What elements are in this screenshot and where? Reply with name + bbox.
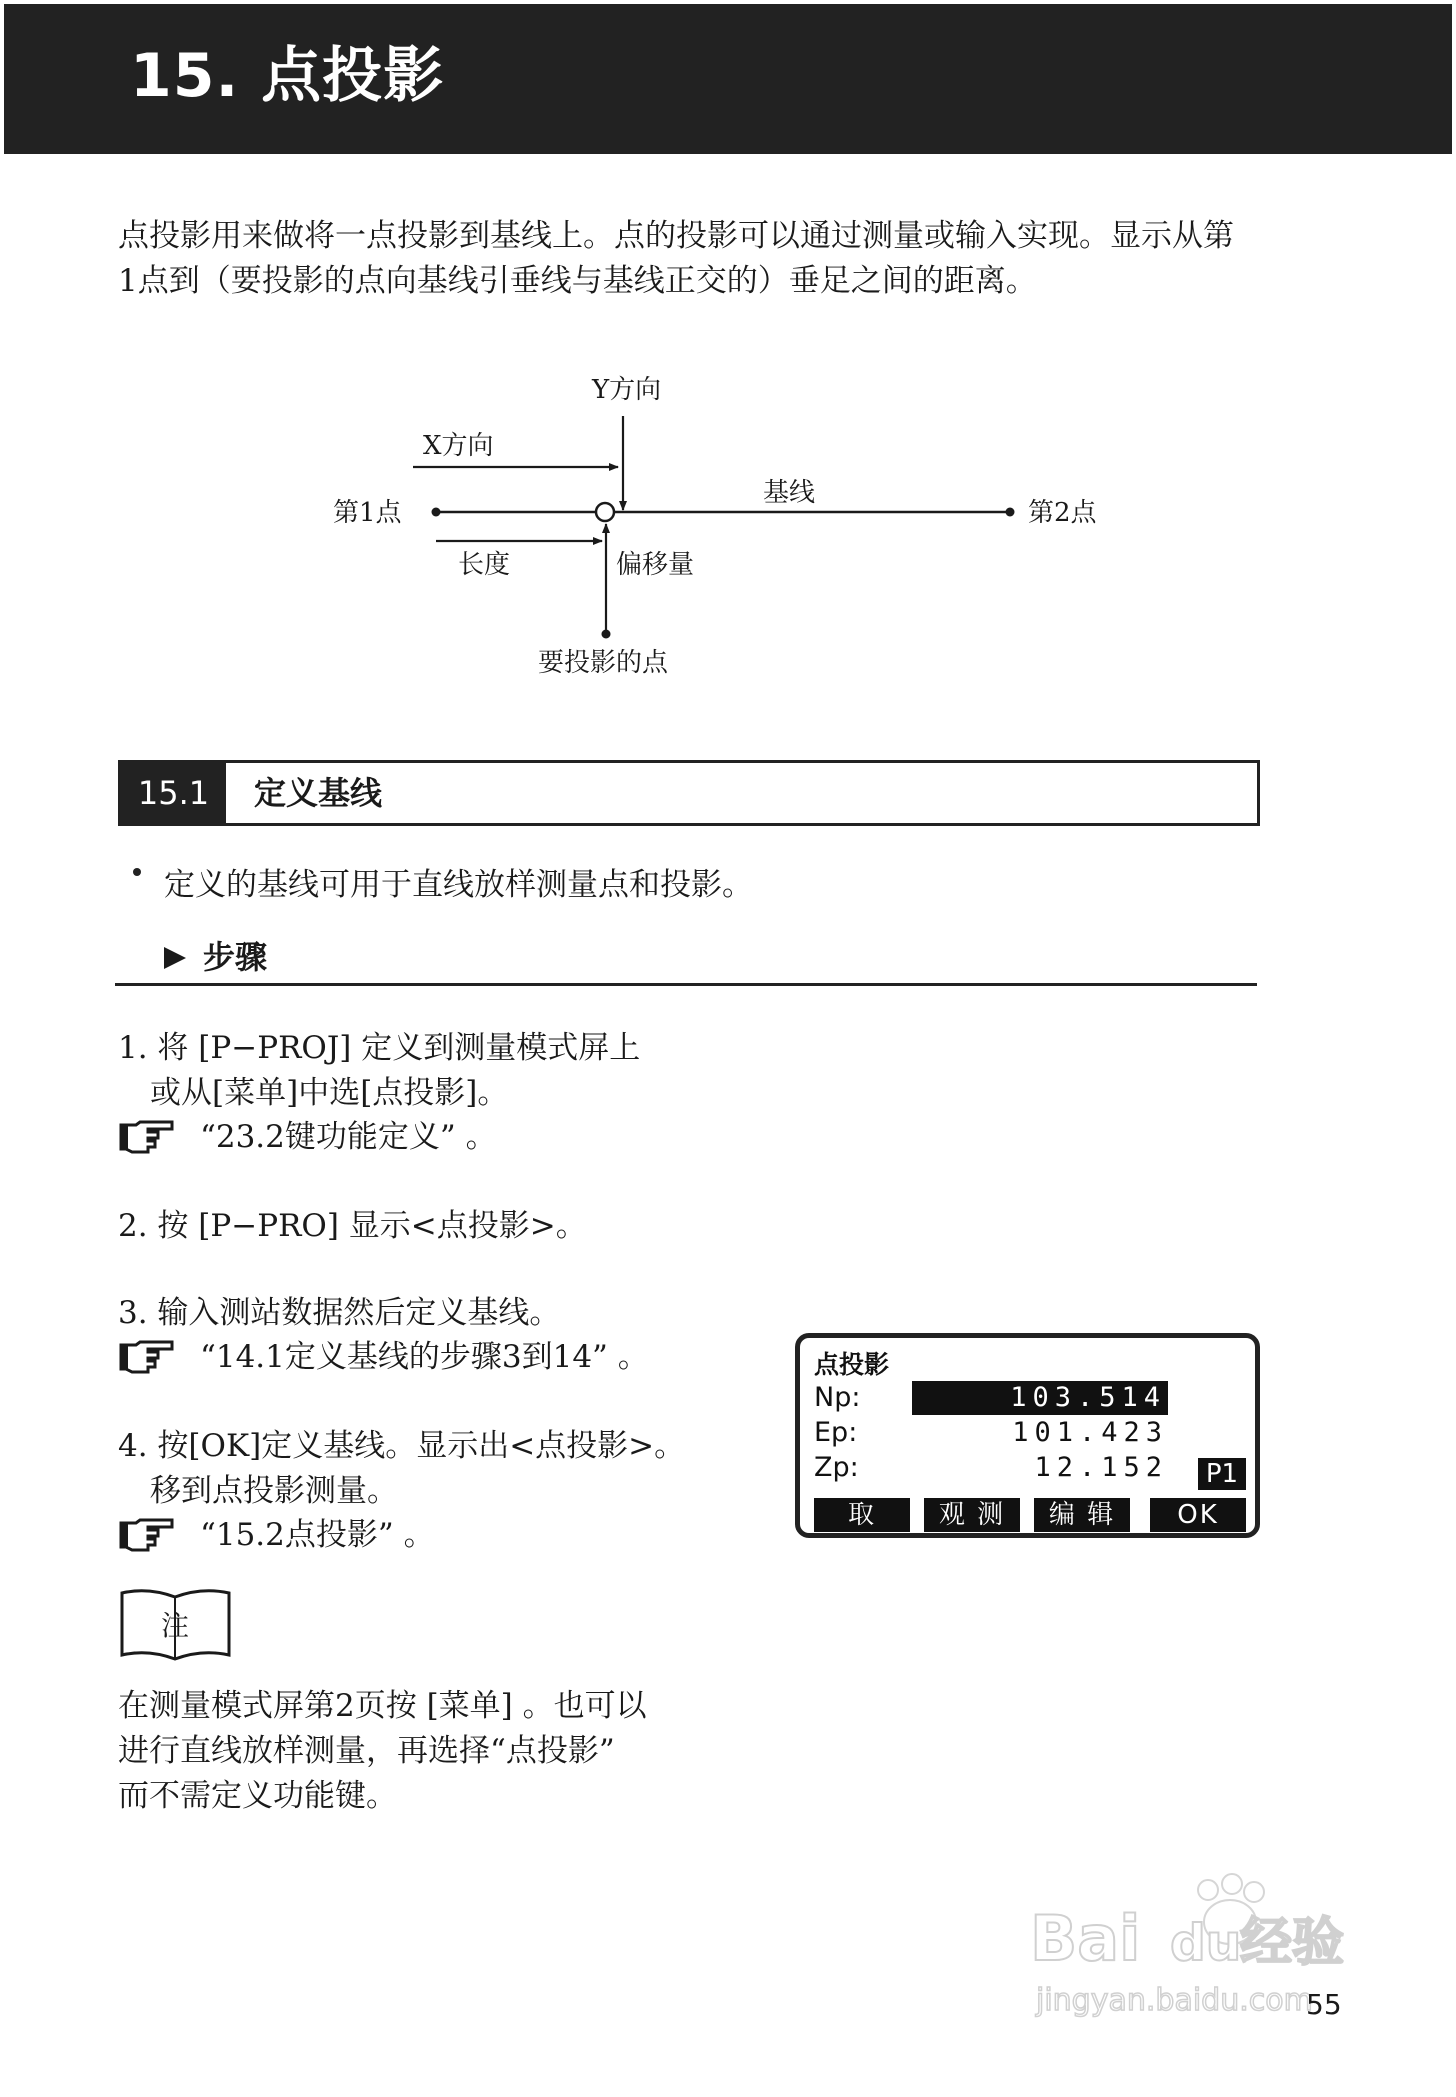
step-4-line-2: 移到点投影测量。 [150, 1473, 398, 1509]
proj-point-label: 要投影的点 [538, 648, 669, 678]
chapter-title: 15. 点投影 [130, 41, 445, 111]
softkey-edit[interactable]: 编 辑 [1034, 1498, 1130, 1532]
watermark-brand: Bai [1030, 1902, 1141, 1975]
intro-line-1: 点投影用来做将一点投影到基线上。点的投影可以通过测量或输入实现。显示从第 [118, 218, 1234, 254]
intro-line-2: 1点到（要投影的点向基线引垂线与基线正交的）垂足之间的距离。 [118, 263, 1037, 299]
steps-rule [115, 983, 1257, 986]
point-projection-diagram [300, 360, 1160, 700]
zp-label: Zp: [814, 1452, 859, 1483]
page-indicator: P1 [1198, 1458, 1246, 1490]
np-label: Np: [814, 1382, 861, 1413]
watermark-brand-2: du [1170, 1914, 1242, 1972]
bullet-dot [133, 868, 141, 876]
steps-heading: 步骤 [203, 938, 268, 976]
note-line-1: 在测量模式屏第2页按 [菜单] 。也可以 [118, 1688, 647, 1724]
np-value: 103.514 [912, 1381, 1168, 1415]
section-number: 15.1 [121, 763, 226, 823]
instrument-screen [795, 1333, 1260, 1564]
step-4-reference: “15.2点投影” 。 [200, 1517, 435, 1553]
softkey-observe[interactable]: 观 测 [924, 1498, 1020, 1532]
proj-point-dot [602, 630, 611, 639]
pointing-hand-icon [118, 1119, 176, 1155]
step-2-line-1: 2. 按 [P−PRO] 显示<点投影>。 [118, 1208, 587, 1244]
ep-value: 101.423 [1012, 1417, 1168, 1448]
pt2-label: 第2点 [1028, 498, 1097, 528]
pointing-hand-icon [118, 1517, 176, 1553]
note-line-2: 进行直线放样测量，再选择“点投影” [118, 1733, 615, 1769]
screen-title: 点投影 [814, 1350, 890, 1379]
page-number: 55 [1306, 1988, 1342, 2021]
watermark-url: jingyan.baidu.com [1036, 1983, 1313, 2018]
softkey-get-data[interactable]: 取DATA [814, 1498, 910, 1532]
section-header [118, 760, 1260, 826]
offset-label: 偏移量 [616, 550, 695, 580]
note-book-icon [118, 1585, 233, 1665]
note-icon-label: 注 [160, 1609, 190, 1642]
step-1-line-2: 或从[菜单]中选[点投影]。 [150, 1075, 509, 1111]
zp-value: 12.152 [1034, 1452, 1168, 1483]
step-1-line-1: 1. 将 [P−PROJ] 定义到测量模式屏上 [118, 1030, 641, 1066]
softkey-ok[interactable]: OK [1150, 1498, 1246, 1532]
x-direction-label: X方向 [423, 431, 494, 461]
pointing-hand-icon [118, 1339, 176, 1375]
watermark-product: 经验 [1240, 1913, 1345, 1973]
ep-label: Ep: [814, 1417, 858, 1448]
baseline-label: 基线 [763, 478, 816, 508]
step-3-reference: “14.1定义基线的步骤3到14” 。 [200, 1339, 649, 1375]
length-label: 长度 [458, 550, 511, 580]
step-1-reference: “23.2键功能定义” 。 [200, 1119, 497, 1155]
bullet-text: 定义的基线可用于直线放样测量点和投影。 [164, 867, 753, 903]
y-direction-label: Y方向 [592, 375, 662, 405]
section-title: 定义基线 [254, 774, 383, 812]
foot-circle [596, 503, 614, 521]
pt1-dot [432, 508, 441, 517]
pt1-label: 第1点 [333, 498, 402, 528]
note-line-3: 而不需定义功能键。 [118, 1778, 397, 1814]
step-4-line-1: 4. 按[OK]定义基线。显示出<点投影>。 [118, 1428, 686, 1464]
pt2-dot [1006, 508, 1015, 517]
triangle-icon [162, 944, 188, 972]
step-3-line-1: 3. 输入测站数据然后定义基线。 [118, 1295, 561, 1331]
